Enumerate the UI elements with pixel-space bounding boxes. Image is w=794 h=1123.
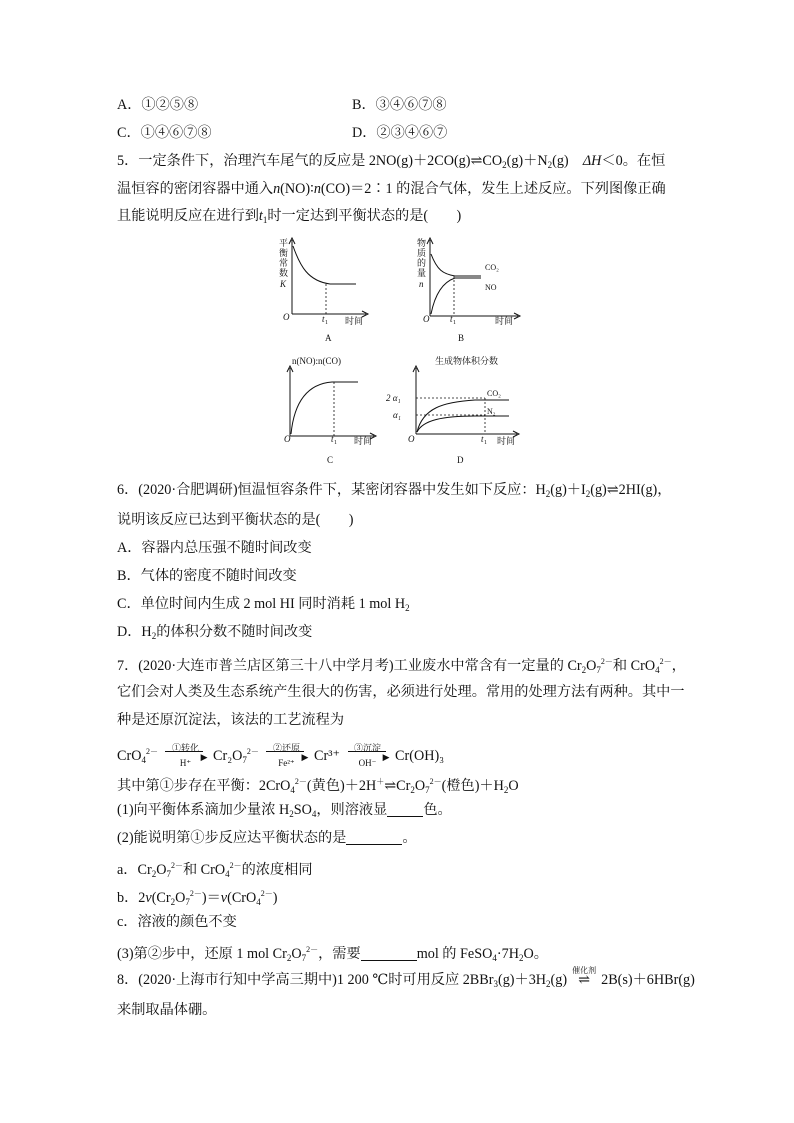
q5-line-1: 5．一定条件下，治理汽车尾气的反应是 $2NO(g)+2CO(g)\rightleftharpoons CO_2(g)+N_2(g)$ ΔH＜0。在恒 bbox=[117, 153, 666, 170]
q7-option-b: b．$2v(Cr_2O_7^{2-})=v(CrO_4^{2-})$ bbox=[117, 889, 278, 907]
q5-line-3: 且能说明反应在进行到$t_1$时一定达到平衡状态的是( ) bbox=[117, 208, 462, 225]
graph-d bbox=[385, 354, 525, 466]
graph-b-caption: B bbox=[458, 333, 465, 343]
graph-d-alpha1: α₁ bbox=[393, 410, 401, 420]
q7-option-a: a．$Cr_2O_7^{2-}$和 CrO$_4^{2-}$的浓度相同 bbox=[117, 861, 313, 879]
graph-a-ylabel-2: 衡 bbox=[279, 248, 289, 258]
graph-c-t1: t bbox=[331, 434, 334, 444]
q7-line-1: 7．(2020·大连市普兰店区第三十八中学月考)工业废水中常含有一定量的 $Cr_2O_7^{2-}$和 CrO$_4^{2-}$， bbox=[117, 657, 686, 675]
flow-arrow-1: ①转化 ▶ H⁺ bbox=[163, 744, 207, 762]
q7-equilibrium: 其中第①步存在平衡：2CrO$_4^{2-}$(黄色)$+2H^+\rightleftharpoons Cr_2O_7^{2-}$(橙色)$+H_2O$ bbox=[117, 777, 519, 795]
graph-b-no-label: NO bbox=[485, 283, 497, 292]
graph-c-ylabel: n(NO):n(CO) bbox=[292, 356, 341, 366]
graph-d-t1-sub: 1 bbox=[484, 440, 487, 446]
graph-b-ylabel-1: 物 bbox=[417, 238, 427, 248]
graph-c-t1-sub: 1 bbox=[334, 440, 337, 446]
q6-option-b: B．气体的密度不随时间改变 bbox=[117, 568, 297, 584]
q6-option-c: C．单位时间内生成 2 mol HI 同时消耗 1 mol $H_2$ bbox=[117, 596, 410, 613]
q7-process-flow: CrO$_4^{2-}$ ①转化 ▶ H⁺ $Cr_2O_7^{2-}$ ②还原 ▶ Fe²⁺ Cr³⁺ ③沉淀 ▶ OH⁻ Cr(OH)₃ bbox=[117, 743, 445, 768]
q6-line-1: 6．(2020·合肥调研)恒温恒容条件下，某密闭容器中发生如下反应：$H_2(g)+I_2(g)\rightleftharpoons 2HI(g)$， bbox=[117, 482, 672, 499]
q8-line-2: 来制取晶体硼。 bbox=[117, 1002, 217, 1018]
q4-option-c: C．①④⑥⑦⑧ bbox=[117, 125, 212, 141]
q4-option-d: D．②③④⑥⑦ bbox=[352, 125, 448, 141]
graph-c bbox=[270, 354, 380, 466]
graph-c-xlabel: 时间 bbox=[354, 436, 373, 446]
graph-a-xlabel: 时间 bbox=[345, 316, 364, 326]
graph-a-ylabel-1: 平 bbox=[279, 238, 289, 248]
graph-d-alpha2: 2 α₁ bbox=[386, 393, 401, 403]
graph-b-t1-sub: 1 bbox=[453, 320, 456, 326]
q6-option-a: A．容器内总压强不随时间改变 bbox=[117, 540, 312, 556]
graph-d-t1: t bbox=[481, 434, 484, 444]
graph-b-t1: t bbox=[450, 314, 453, 324]
q7-line-2: 它们会对人类及生态系统产生很大的伤害，必须进行处理。常用的处理方法有两种。其中一 bbox=[117, 684, 685, 700]
q6-line-2: 说明该反应已达到平衡状态的是( ) bbox=[117, 512, 354, 528]
q7-part-1: (1)向平衡体系滴加少量浓 $H_2SO_4$，则溶液显 色。 bbox=[117, 802, 452, 819]
q6-option-d: D．$H_2$的体积分数不随时间改变 bbox=[117, 624, 313, 641]
graph-b-ylabel-4: 量 bbox=[417, 268, 427, 278]
graph-b-ylabel-n: n bbox=[419, 279, 424, 289]
q8-line-1: 8．(2020·上海市行知中学高三期中)1 200 ℃时可用反应 $2BBr_3(g)+3H_2(g)$ 催化剂 ⇌ 2B(s)＋6HBr(g) bbox=[117, 966, 695, 989]
graph-d-n2-label: N₂ bbox=[487, 407, 496, 416]
flow-arrow-3: ③沉淀 ▶ OH⁻ bbox=[346, 744, 390, 762]
flow-arrow-2: ②还原 ▶ Fe²⁺ bbox=[264, 744, 308, 762]
graph-c-origin: O bbox=[284, 434, 291, 444]
answer-blank-2[interactable] bbox=[346, 831, 402, 845]
graph-d-title: 生成物体积分数 bbox=[435, 356, 499, 366]
graph-a-t1: t bbox=[322, 314, 325, 324]
q5-line-2: 温恒容的密闭容器中通入n(NO)∶n(CO)＝2∶1 的混合气体，发生上述反应。下列图像正确 bbox=[117, 181, 666, 197]
graph-d-origin: O bbox=[408, 434, 415, 444]
graph-a-ylabel-4: 数 bbox=[279, 268, 289, 278]
q4-option-a: A．①②⑤⑧ bbox=[117, 97, 199, 113]
graph-b-ylabel-2: 质 bbox=[417, 248, 427, 258]
graph-c-caption: C bbox=[327, 455, 334, 465]
catalyst-equilibrium-arrow: 催化剂 ⇌ bbox=[572, 966, 597, 988]
equilibrium-arrow: ⇌ bbox=[470, 153, 483, 169]
graph-a-origin: O bbox=[283, 312, 290, 322]
q7-part-2: (2)能说明第①步反应达平衡状态的是 。 bbox=[117, 830, 417, 846]
graph-a-ylabel-3: 常 bbox=[279, 258, 289, 268]
q4-option-b: B．③④⑥⑦⑧ bbox=[352, 97, 447, 113]
graph-a bbox=[270, 236, 370, 346]
graph-d-xlabel: 时间 bbox=[497, 436, 516, 446]
graph-b bbox=[415, 236, 525, 346]
graph-b-xlabel: 时间 bbox=[495, 316, 514, 326]
graph-d-co2-label: CO₂ bbox=[487, 389, 501, 398]
q7-option-c: c．溶液的颜色不变 bbox=[117, 914, 237, 930]
q7-line-3: 种是还原沉淀法，该法的工艺流程为 bbox=[117, 712, 345, 728]
graph-d-caption: D bbox=[457, 455, 464, 465]
answer-blank-1[interactable] bbox=[387, 803, 423, 817]
q7-part-3: (3)第②步中，还原 1 mol $Cr_2O_7^{2-}$，需要 mol 的 $FeSO_4\cdot 7H_2O$。 bbox=[117, 945, 548, 963]
graph-b-co2-label: CO₂ bbox=[485, 263, 499, 272]
graph-a-t1-sub: 1 bbox=[325, 320, 328, 326]
graph-b-origin: O bbox=[423, 314, 430, 324]
graph-a-caption: A bbox=[325, 333, 332, 343]
graph-a-ylabel-k: K bbox=[280, 279, 287, 289]
answer-blank-3[interactable] bbox=[361, 947, 417, 961]
graph-b-ylabel-3: 的 bbox=[417, 258, 427, 268]
